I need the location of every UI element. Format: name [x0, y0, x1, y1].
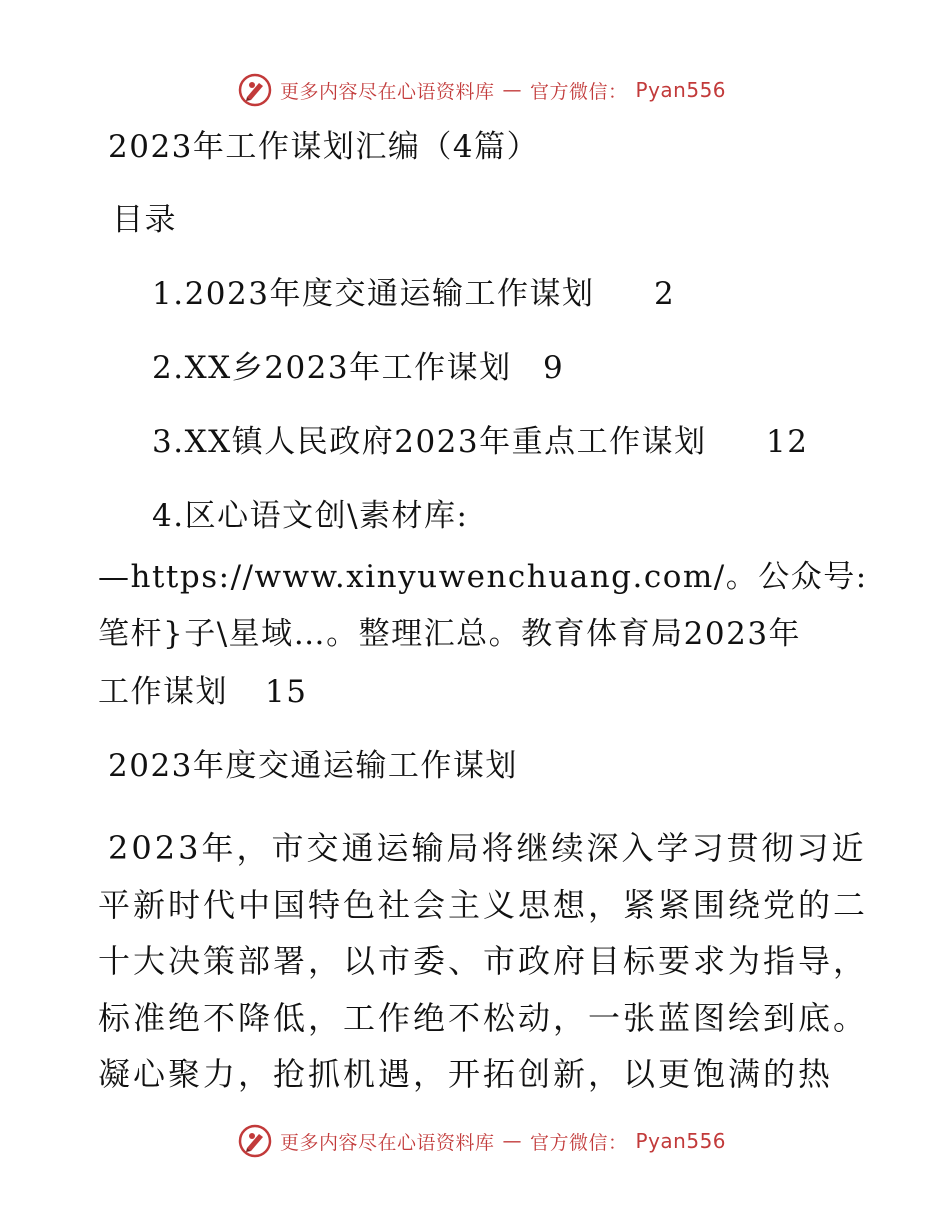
toc-item-1[interactable]	[152, 274, 594, 314]
toc-item-page: 9	[543, 350, 565, 386]
toc-item-label: 3.XX镇人民政府2023年重点工作谋划	[152, 424, 707, 460]
toc-item-4-line2[interactable]: —https://www.xinyuwenchuang.com/。公众号:	[98, 559, 868, 595]
toc-item-page: 15	[265, 674, 308, 710]
toc-item-label: 1.2023年度交通运输工作谋划	[152, 276, 595, 312]
banner-wechat-id: Pyan556	[635, 78, 727, 102]
paragraph-line: 平新时代中国特色社会主义思想，紧紧围绕党的二	[98, 885, 869, 924]
toc-item-4-line4[interactable]: 工作谋划	[98, 674, 228, 710]
paragraph-line: 标准绝不降低，工作绝不松动，一张蓝图绘到底。	[98, 998, 869, 1037]
banner-slogan: 更多内容尽在心语资料库	[280, 1131, 495, 1154]
banner-wechat-id: Pyan556	[635, 1129, 727, 1153]
banner-official-label: 官方微信：	[530, 1131, 628, 1154]
toc-item-3[interactable]	[152, 422, 707, 462]
toc-item-page: 12	[766, 424, 809, 460]
paragraph-line: 凝心聚力，抢抓机遇，开拓创新，以更饱满的热	[98, 1055, 834, 1093]
document-title: 2023年工作谋划汇编（4篇）	[108, 129, 540, 165]
toc-item-4-line1[interactable]: 4.区心语文创\素材库:	[152, 498, 469, 534]
paragraph-line: 2023年，市交通运输局将继续深入学习贯彻习近	[108, 829, 867, 867]
toc-heading: 目录	[112, 202, 177, 238]
banner-official-label: 官方微信：	[530, 80, 628, 103]
toc-item-2[interactable]	[152, 348, 512, 388]
pen-logo-icon	[238, 73, 272, 107]
banner-slogan: 更多内容尽在心语资料库	[280, 80, 495, 103]
body-paragraph	[98, 820, 869, 1103]
banner-separator: —	[502, 1130, 523, 1152]
toc-item-label: 2.XX乡2023年工作谋划	[152, 350, 512, 386]
toc-item-page: 2	[654, 276, 676, 312]
section-title: 2023年度交通运输工作谋划	[108, 748, 518, 784]
paragraph-line: 十大决策部署，以市委、市政府目标要求为指导，	[98, 942, 869, 980]
banner-separator: —	[502, 79, 523, 101]
footer-banner	[238, 1121, 726, 1161]
pen-logo-icon	[238, 1124, 272, 1158]
header-banner	[238, 70, 726, 110]
toc-item-4-line3[interactable]: 笔杆}子\星域…。整理汇总。教育体育局2023年	[98, 616, 802, 652]
